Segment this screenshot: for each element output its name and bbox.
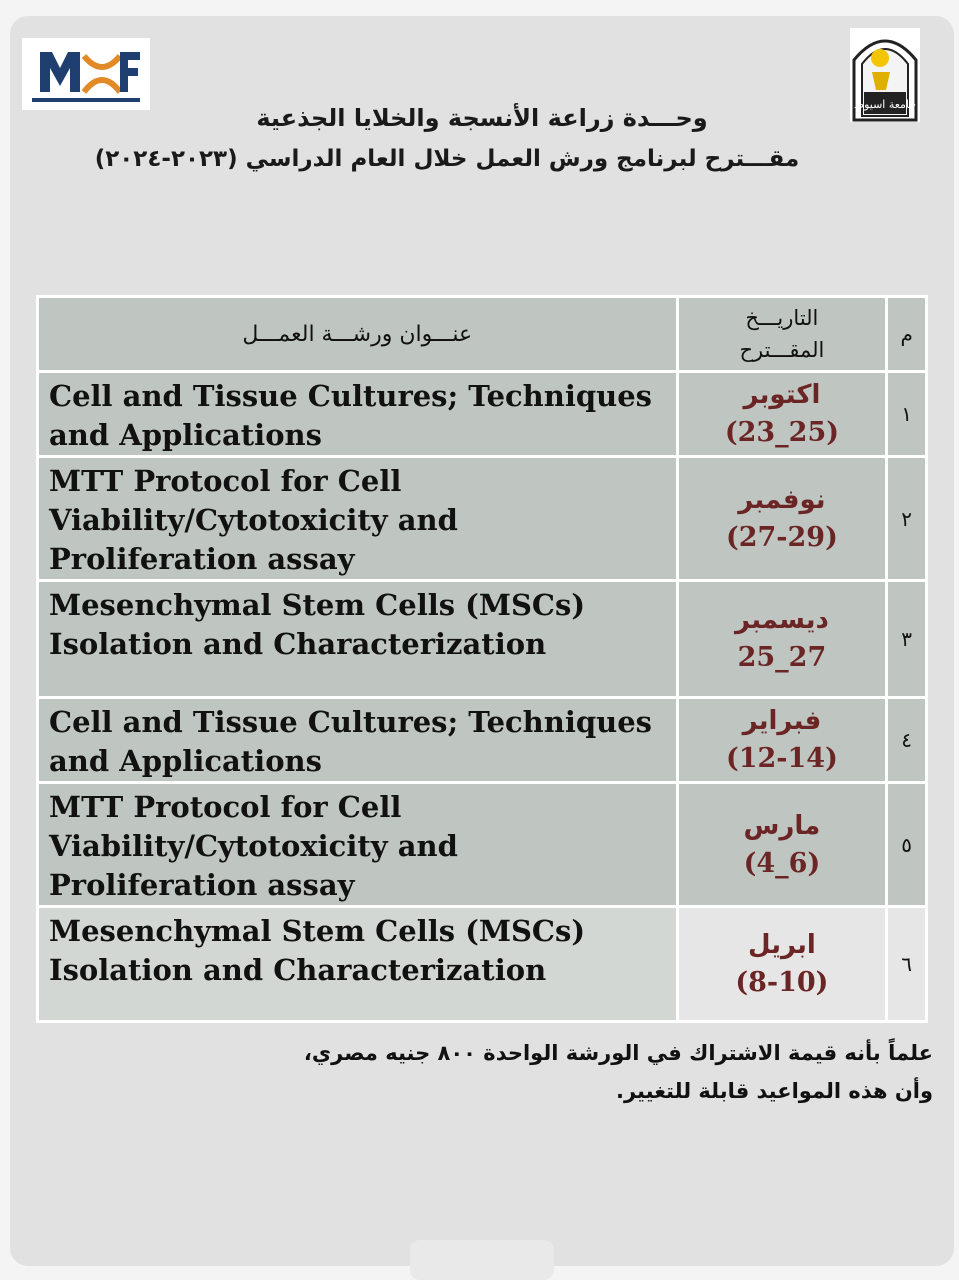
workshop-title: Cell and Tissue Cultures; Techniques and Applications	[38, 698, 678, 783]
workshop-month: اكتوبر	[743, 380, 821, 410]
workshop-date	[677, 372, 887, 457]
table-row	[38, 457, 927, 581]
row-number: ١	[887, 372, 927, 457]
workshop-days: (4_6)	[743, 847, 821, 879]
workshop-month: ديسمبر	[735, 605, 829, 635]
workshop-title: MTT Protocol for Cell Viability/Cytotoxicity and Proliferation assay	[38, 783, 678, 907]
header-date-line2: المقـــترح	[739, 338, 825, 362]
workshop-title: Cell and Tissue Cultures; Techniques and Applications	[38, 372, 678, 457]
workshop-month: فبراير	[742, 706, 822, 736]
table-row	[38, 783, 927, 907]
pricing-note-line2: وأن هذه المواعيد قابلة للتغيير.	[616, 1079, 933, 1103]
table-header-row	[38, 297, 927, 372]
header-num: م	[887, 297, 927, 372]
row-number: ٤	[887, 698, 927, 783]
workshop-month: مارس	[743, 810, 821, 841]
workshop-days: (27-29)	[725, 521, 838, 553]
workshop-days: (8-10)	[735, 967, 829, 998]
workshop-days: 25_27	[737, 642, 827, 673]
workshop-date	[677, 457, 887, 581]
bottom-handle	[410, 1240, 554, 1280]
table-row	[38, 581, 927, 698]
workshop-days: (12-14)	[725, 743, 838, 774]
workshop-date	[677, 698, 887, 783]
row-number: ٥	[887, 783, 927, 907]
pricing-note	[233, 1034, 933, 1110]
workshop-days: (23_25)	[724, 417, 840, 448]
row-number: ٦	[887, 907, 927, 1022]
workshop-date	[677, 907, 887, 1022]
workshop-table	[36, 295, 928, 1023]
workshop-title: Mesenchymal Stem Cells (MSCs) Isolation and Characterization	[38, 907, 678, 1022]
unit-title	[0, 104, 944, 132]
workshop-month: ابريل	[748, 930, 816, 960]
institute-logo	[22, 38, 150, 110]
table-row	[38, 698, 927, 783]
workshop-date	[677, 581, 887, 698]
header-date-line1: التاريـــخ	[745, 306, 819, 330]
table-row	[38, 907, 927, 1022]
unit-title-text: وحـــدة زراعة الأنسجة والخلايا الجذعية	[256, 104, 708, 132]
row-number: ٣	[887, 581, 927, 698]
program-subtitle-text: مقـــترح لبرنامج ورش العمل خلال العام الدراسي (٢٠٢٣-٢٠٢٤)	[94, 146, 800, 172]
workshop-title: MTT Protocol for Cell Viability/Cytotoxicity and Proliferation assay	[38, 457, 678, 581]
header-date	[677, 297, 887, 372]
header-title: عنـــوان ورشـــة العمـــل	[38, 297, 678, 372]
workshop-month: نوفمبر	[738, 484, 826, 515]
workshop-title: Mesenchymal Stem Cells (MSCs) Isolation and Characterization	[38, 581, 678, 698]
program-subtitle	[0, 146, 944, 172]
table-row	[38, 372, 927, 457]
workshop-date	[677, 783, 887, 907]
row-number: ٢	[887, 457, 927, 581]
university-logo-text: جامعة اسيوط	[853, 98, 917, 111]
pricing-note-line1: علماً بأنه قيمة الاشتراك في الورشة الواحدة ٨٠٠ جنيه مصري،	[303, 1041, 933, 1065]
